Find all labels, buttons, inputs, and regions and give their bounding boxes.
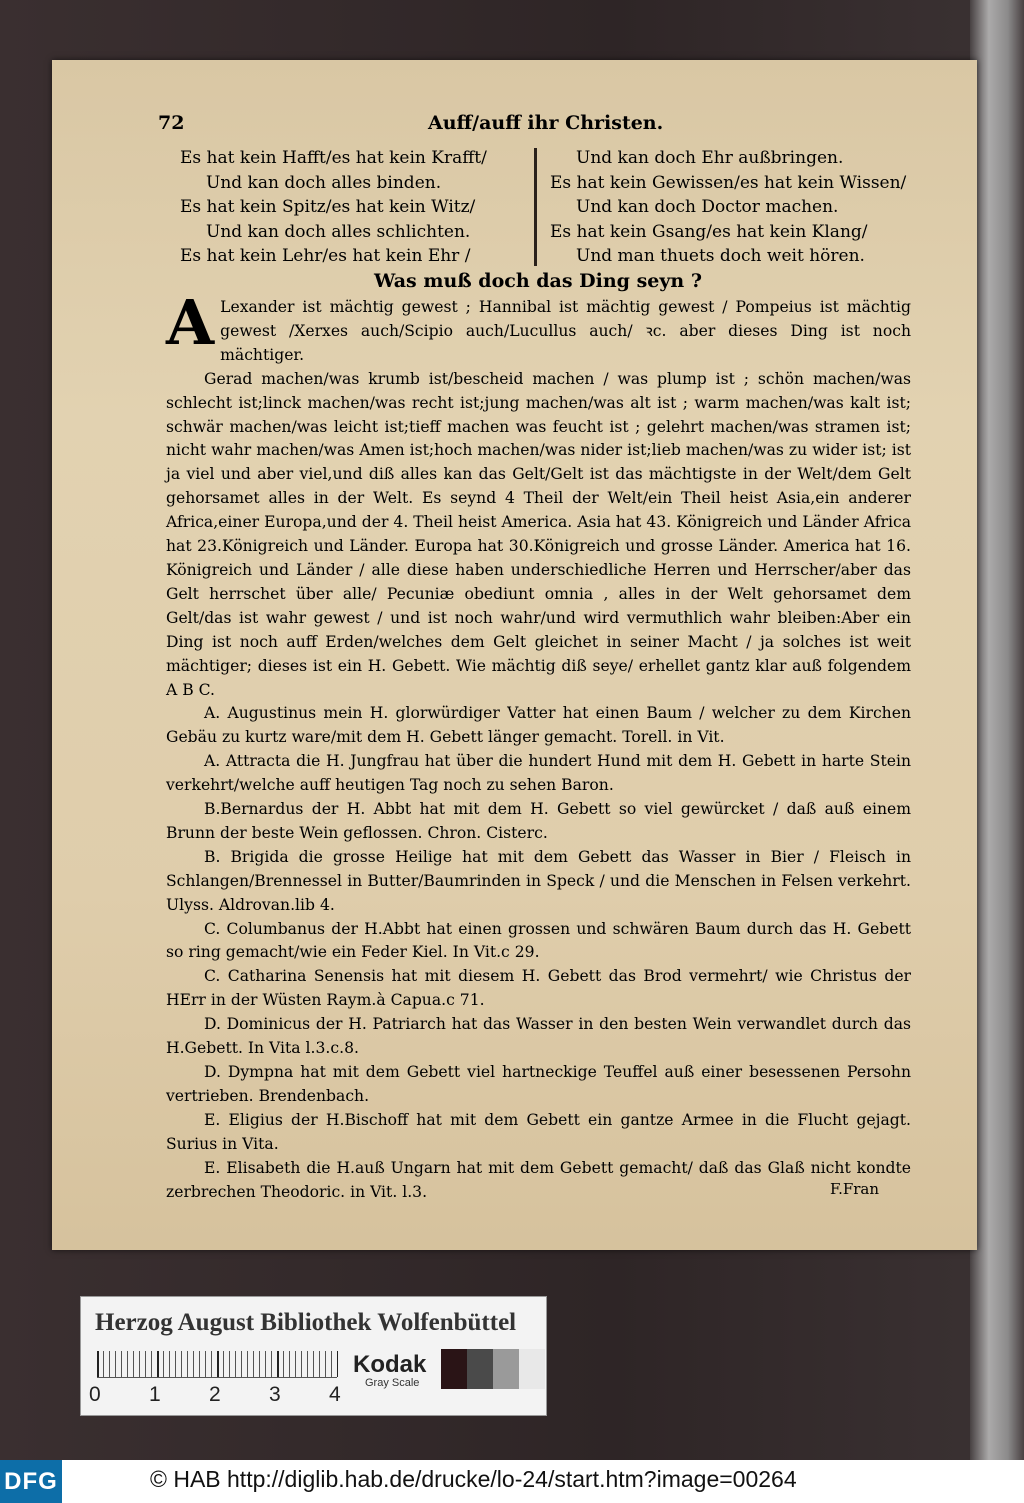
verse-line: Und man thuets doch weit hören.: [576, 246, 865, 266]
verse-line: Es hat kein Hafft/es hat kein Krafft/: [180, 148, 487, 168]
gray-swatch: [467, 1349, 493, 1389]
verse-line: Und kan doch Doctor machen.: [576, 197, 839, 217]
verse-line: Es hat kein Gsang/es hat kein Klang/: [550, 221, 868, 242]
dfg-logo: DFG: [0, 1460, 62, 1503]
kodak-subtitle: Gray Scale: [365, 1377, 420, 1389]
verse-line: Es hat kein Spitz/es hat kein Witz/: [180, 197, 476, 217]
body-text: [166, 286, 911, 1204]
abc-entry: D. Dympna hat mit dem Gebett viel hartneckige Teuffel auß einer besessenen Persohn vertrieben. Brendenbach.: [166, 1063, 911, 1105]
ruler-number: 3: [269, 1383, 281, 1406]
library-name: Herzog August Bibliothek Wolfenbüttel: [95, 1309, 517, 1336]
abc-entry: C. Catharina Senensis hat mit diesem H. Gebett das Brod vermehrt/ wie Christus der HErr in der Wüsten Raym.à Capua.c 71.: [166, 967, 911, 1010]
scale-ruler: [97, 1351, 337, 1381]
catchword: F.Fran: [830, 1180, 880, 1198]
verse-line: Es hat kein Gewissen/es hat kein Wissen/: [550, 172, 907, 193]
abc-entry: D. Dominicus der H. Patriarch hat das Wasser in den besten Wein verwandlet durch das H.Gebett. In Vita l.3.c.8.: [166, 1015, 911, 1058]
footer-bar: [0, 1460, 1024, 1503]
abc-entry: A. Attracta die H. Jungfrau hat über die hundert Hund mit dem H. Gebett in harte Stein verkehrt/welche auff heutigen Tag noch zu sehen Baron.: [166, 752, 911, 795]
intro-paragraph: [166, 286, 911, 368]
copyright-url[interactable]: © HAB http://diglib.hab.de/drucke/lo-24/start.htm?image=00264: [150, 1466, 797, 1492]
ruler-major-ticks: [97, 1351, 338, 1377]
section-heading: Was muß doch das Ding seyn ?: [374, 270, 702, 292]
abc-entry: B.Bernardus der H. Abbt hat mit dem H. Gebett so viel gewürcket / daß auß einem Brunn der beste Wein geflossen. Chron. Cisterc.: [166, 800, 911, 842]
gray-swatch: [493, 1349, 519, 1389]
intro-second-paragraph: Gerad machen/was krumb ist/bescheid machen / was plump ist ; schön machen/was schlecht ist;linck machen/was recht ist;jung machen/was alt ist ; warm machen/was kalt ist; schwär machen/was leicht ist;tieff machen was feucht ist ; gelehrt machen/was stramen ist; nicht wahr machen/was Amen ist;hoch machen/was nider ist;lieb machen/was zu wider ist; ist ja viel und aber viel,und diß alles kan das Gelt/Gelt ist das mächtigste in der Welt/dem Gelt gehorsamet alles in der Welt. Es seynd 4 Theil der Welt/ein Theil heist Asia,ein anderer Africa,einer Europa,und der 4. Theil heist America. Asia hat 43. Königreich und Länder Africa hat 23.Königreich und Länder. Europa hat 30.Königreich und grosse Länder. America hat 16. Königreich und Länder / alle diese haben underschiedliche Herren und Herrscher/aber das Gelt herrschet über alle/ Pecuniæ obediunt omnia , alles in der Welt gehorsamet dem Gelt/das ist wahr gewest / und ist noch wahr/und wird vermuthlich wahr bleiben:Aber ein Ding ist noch auff Erden/welches dem Gelt gleichet in seiner Macht / ja solches ist weit mächtiger; dieses ist ein H. Gebett. Wie mächtig diß seye/ erhellet gantz klar auß folgendem A B C.: [166, 369, 911, 699]
ruler-number: 2: [209, 1383, 221, 1406]
verse-line: Und kan doch alles binden.: [206, 172, 442, 193]
page-header: [158, 112, 918, 142]
verse-left-column: [180, 146, 530, 269]
verse-line: Und kan doch Ehr außbringen.: [576, 148, 844, 168]
abc-entry: E. Elisabeth die H.auß Ungarn hat mit dem Gebett gemacht/ daß das Glaß nicht kondte zerbrechen Theodoric. in Vit. l.3.: [166, 1158, 911, 1201]
gray-swatch: [441, 1349, 467, 1389]
ruler-number: 4: [329, 1383, 341, 1406]
folio-number: 72: [158, 112, 185, 134]
ruler-number: 0: [89, 1383, 101, 1406]
color-calibration-bar: [80, 1296, 547, 1416]
book-edge: [970, 0, 1024, 1460]
verse-divider: [534, 148, 537, 266]
verse-line: Und kan doch alles schlichten.: [206, 221, 471, 242]
drop-cap: A: [166, 286, 215, 359]
verse-block: [180, 146, 907, 268]
ruler-number: 1: [149, 1383, 161, 1406]
intro-first-text: Lexander ist mächtig gewest ; Hannibal ist mächtig gewest / Pompeius ist mächtig gewest /Xerxes auch/Scipio auch/Lucullus auch/ ꝛc. aber dieses Ding ist noch mächtiger.: [220, 298, 911, 364]
gray-swatch: [519, 1349, 545, 1389]
verse-line: Es hat kein Lehr/es hat kein Ehr /: [180, 246, 471, 266]
abc-entry: A. Augustinus mein H. glorwürdiger Vatter hat einen Baum / welcher zu dem Kirchen Gebäu zu kurtz ware/mit dem H. Gebett länger gemacht. Torell. in Vit.: [166, 704, 911, 747]
verse-right-column: [550, 146, 907, 269]
abc-entry: B. Brigida die grosse Heilige hat mit dem Gebett das Wasser in Bier / Fleisch in Schlangen/Brennessel in Butter/Baumrinden in Speck / und die Menschen in Felsen verkehrt. Ulyss. Aldrovan.lib 4.: [166, 847, 911, 914]
abc-entry: C. Columbanus der H.Abbt hat einen grossen und schwären Baum durch das H. Gebett so ring gemacht/wie ein Feder Kiel. In Vit.c 29.: [166, 919, 911, 962]
kodak-logo: Kodak: [353, 1351, 427, 1378]
running-title: Auff/auff ihr Christen.: [428, 112, 664, 134]
abc-entry: E. Eligius der H.Bischoff hat mit dem Gebett ein gantze Armee in die Flucht gejagt. Surius in Vita.: [166, 1110, 911, 1153]
